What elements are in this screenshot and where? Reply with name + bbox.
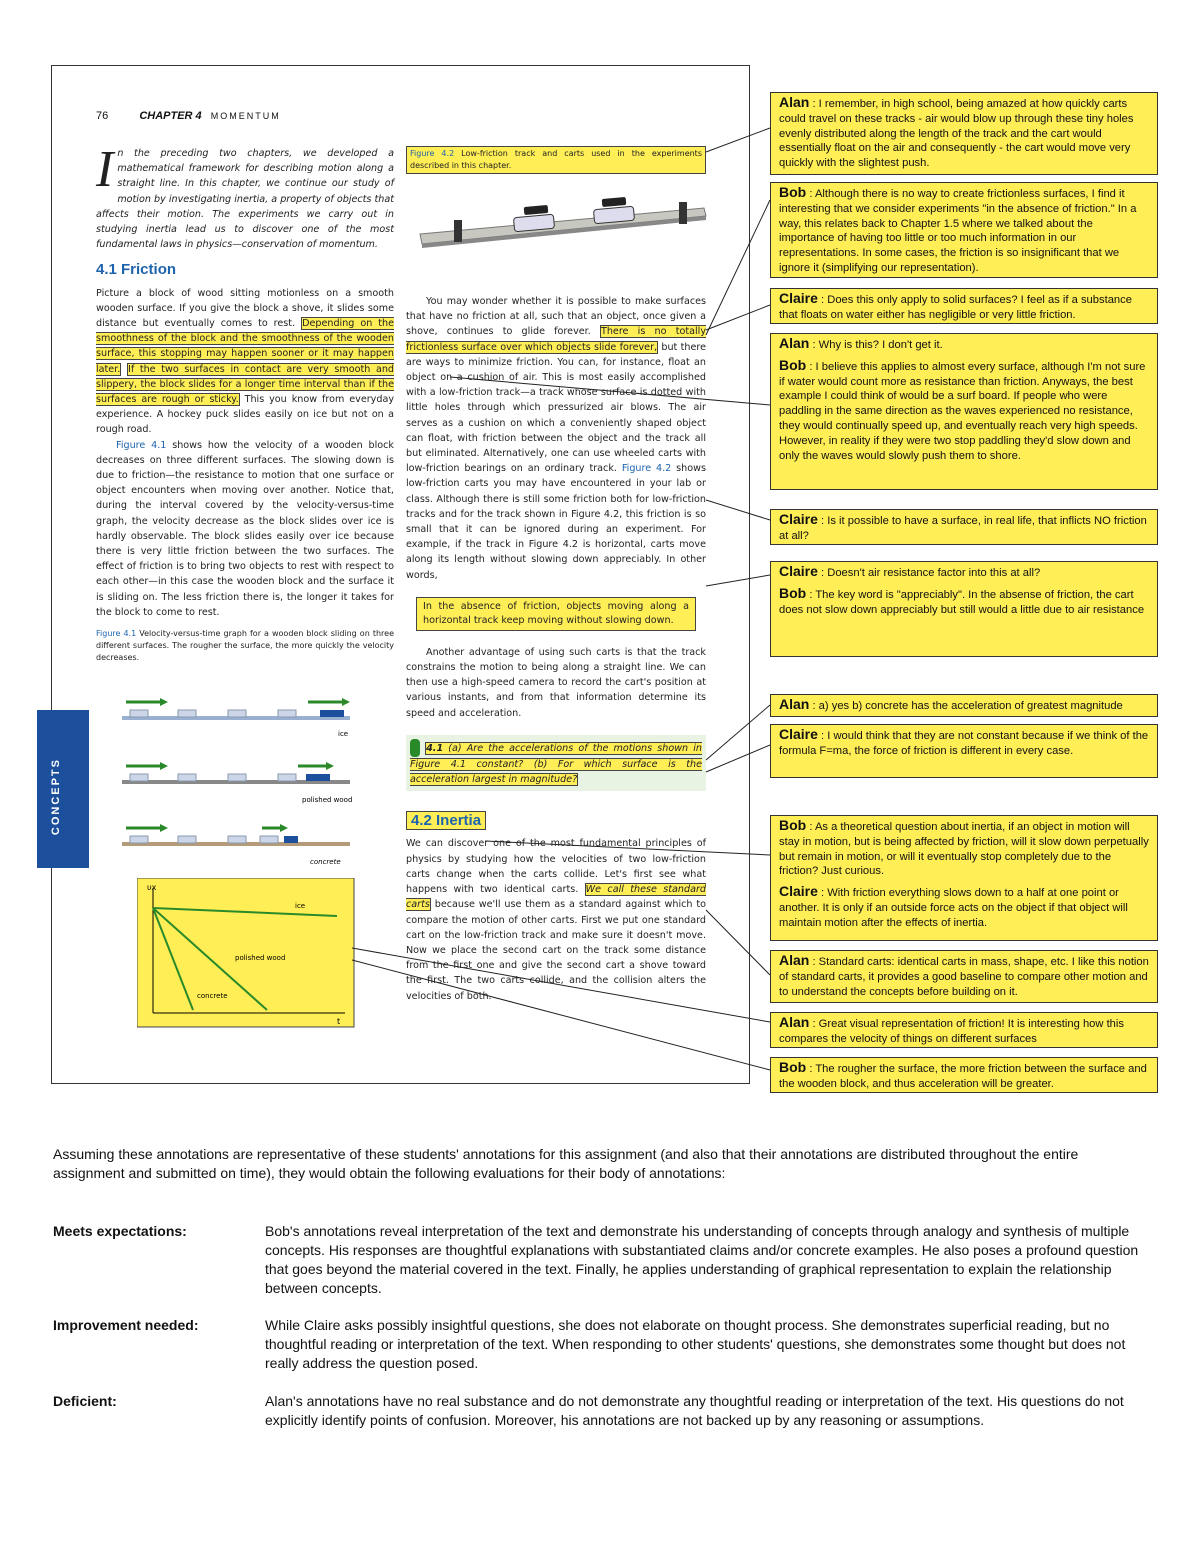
key-concept-callout[interactable]: In the absence of friction, objects moving along a horizontal track keep moving without slowing down. (416, 597, 696, 631)
concepts-tab: CONCEPTS (37, 710, 89, 868)
advantage-paragraph: Another advantage of using such carts is that the track constrains the motion to being along a straight line. We can then use a high-speed camera to record the cart's position at various instants, and from that information determine its speed and acceleration. (406, 646, 706, 719)
graph-y-label: υx (147, 883, 157, 892)
figure-4-2-ref[interactable]: Figure 4.2 (621, 463, 672, 475)
intro-paragraph: In the preceding two chapters, we developed a mathematical framework for describing motion along a straight line. In this chapter, we continue our study of motion by investigating inertia, a property of objects that affects their motion. The experiments we carry out in studying inertia lead us to discover one of the most fundamental laws in physics—conservation of momentum. (96, 141, 394, 251)
checkpoint-number: 4.1 (426, 742, 444, 754)
graph-label-ice: ice (295, 902, 306, 910)
track-label-concrete: concrete (310, 858, 341, 866)
graph-x-label: t (337, 1017, 341, 1026)
annotation-note[interactable]: Alan : Why is this? I don't get it. Bob : I believe this applies to almost every surface, although I'm not sure if water would count more as resistance than friction. Anyways, the best example I could think of would be a surf board. If people who were paddling in the same direction as the waves experienced no resistance, they would continually speed up, and eventually reach very high speeds. However, in reality if they were two stop paddling they'd slow down and only the waves would slowly push them to shore. (770, 333, 1158, 490)
friction-paragraph-1: Picture a block of wood sitting motionless on a smooth wooden surface. If you give the block a shove, it slides some distance but eventually comes to rest. Depending on the smoothness of the block and the smoothness of the wooden surface, this stopping may happen sooner or it may happen later. If the two surfaces in contact are very smooth and slippery, the block slides for a longer time interval than if the surfaces are rough or sticky. This you know from everyday experience. A hockey puck slides easily on ice but not on a rough road. (96, 287, 394, 436)
evaluation-label: Deficient: (53, 1393, 117, 1409)
checkpoint-question: (a) Are the accelerations of the motions shown in Figure 4.1 constant? (b) For which surface is the acceleration largest in magnitude? (410, 742, 702, 786)
section-heading-inertia[interactable]: 4.2 Inertia (406, 813, 706, 828)
annotation-note[interactable]: Bob : As a theoretical question about inertia, if an object in motion will stay in motion, but is being affected by friction, will it slow down perpetually but remain in motion, or will it eventually stop completely due to the friction? Just curious. Claire : With friction everything slows down to a half at one point or another. It is only if an outside force acts on the object if that object will maintain motion after the effects of inertia. (770, 815, 1158, 941)
annotation-note[interactable]: Alan : Great visual representation of friction! It is interesting how this compares the velocity of things on different surfaces (770, 1012, 1158, 1048)
track-label-wood: polished wood (302, 796, 353, 804)
inertia-paragraph: We can discover one of the most fundamental principles of physics by studying how the velocities of two low-friction carts change when the carts collide. Let's first see what happens with two identical carts. We call these standard carts because we'll use them as a standard against which to compare the motion of other carts. First we put one standard cart on the low-friction track and make sure it doesn't move. Now we place the second cart on the track some distance from the first one and give the second cart a shove toward the first. The two carts collide, and the collision alters the velocities of both. (406, 838, 706, 1002)
annotation-note[interactable]: Claire : Is it possible to have a surface, in real life, that inflicts NO friction at all? (770, 509, 1158, 545)
chapter-title: MOMENTUM (210, 111, 281, 121)
evaluation-intro: Assuming these annotations are representative of these students' annotations for this assignment (and also that their annotations are distributed throughout the entire assignment and submitted on time), they would obtain the following evaluations for their body of annotations: (53, 1146, 1079, 1181)
drop-cap: I (96, 141, 114, 198)
chapter-label: CHAPTER 4 (139, 110, 202, 122)
figure-ref[interactable]: Figure 4.1 (116, 439, 167, 451)
highlight-slippery[interactable]: If the two surfaces in contact are very smooth and slippery, the block slides for a longer time interval than if the surfaces are rough or sticky. (96, 363, 394, 406)
evaluation-row (53, 1222, 1153, 1302)
evaluation-label: Meets expectations: (53, 1223, 187, 1239)
annotation-note[interactable]: Alan : I remember, in high school, being amazed at how quickly carts could travel on these tracks - air would blow up through these tiny holes evenly distributed along the length of the track and the cart would essentially float on the air and consequently - the cart would move very quickly with the slightest push. (770, 92, 1158, 175)
graph-label-wood: polished wood (235, 954, 286, 962)
annotation-note[interactable]: Alan : a) yes b) concrete has the acceleration of greatest magnitude (770, 694, 1158, 717)
graph-label-concrete: concrete (197, 992, 228, 1000)
annotation-note[interactable]: Claire : Doesn't air resistance factor into this at all? Bob : The key word is "appreciably". In the absense of friction, the cart does not slow down appreciably but still would a little due to air resistance (770, 561, 1158, 657)
evaluation-row (53, 1392, 1153, 1452)
highlight-smoothness[interactable]: Depending on the smoothness of the block and the smoothness of the wooden surface, this stopping may happen sooner or it may happen later. (96, 318, 394, 375)
evaluation-label: Improvement needed: (53, 1317, 199, 1333)
annotation-note[interactable]: Alan : Standard carts: identical carts in mass, shape, etc. I like this notion of standard carts, it provides a good baseline to compare other motion and to understand the concepts before building on it. (770, 950, 1158, 1003)
annotation-note[interactable]: Bob : The rougher the surface, the more friction between the surface and the wooden block, and thus acceleration will be greater. (770, 1057, 1158, 1093)
figure-4-1-caption: Figure 4.1 Velocity-versus-time graph for a wooden block sliding on three different surfaces. The rougher the surface, the more quickly the velocity decreases. (96, 629, 394, 663)
figure-4-2-caption[interactable]: Figure 4.2 Low-friction track and carts used in the experiments described in this chapter. (406, 146, 706, 174)
annotation-note[interactable]: Claire : I would think that they are not constant because if we think of the formula F=ma, the force of friction is different in every case. (770, 724, 1158, 778)
page-number: 76 (96, 110, 109, 122)
highlight-no-frictionless[interactable]: There is no totally frictionless surface over which objects slide forever, (406, 326, 706, 353)
friction-paragraph-2: Figure 4.1 shows how the velocity of a wooden block decreases on three different surfaces. The slowing down is due to friction—the resistance to motion that one surface or object encounters when moving over another. Notice that, during the interval covered by the velocity-versus-time graph, the velocity decrease as the block slides over ice is hardly observable. The block slides easily over ice because there is very little friction between the two surfaces. The effect of friction is to bring two objects to rest with respect to each other—in this case the wooden block and the surface it is sliding on. The less friction there is, the longer it takes for the block to come to rest. (96, 439, 394, 618)
frictionless-paragraph: You may wonder whether it is possible to make surfaces that have no friction at all, such that an object, once given a shove, continues to glide forever. There is no totally frictionless surface over which objects slide forever, but there are ways to minimize friction. You can, for instance, float an object on a cushion of air. This is most easily accomplished with a low-friction track—a track whose surface is dotted with little holes through which pressurized air blows. The air serves as a cushion on which a conveniently shaped object can float, with friction between the object and the track all but eliminated. Alternatively, one can use wheeled carts with low-friction bearings on an ordinary track. Figure 4.2 shows low-friction carts you may have encountered in your lab or class. Although there is still some friction both for low-friction tracks and for the track shown in Figure 4.2, this friction is so small that it can be ignored during an experiment. For example, if the track in Figure 4.2 is horizontal, carts move along its length without slowing down appreciably. In other words, (406, 296, 706, 581)
highlight-standard-carts[interactable]: We call these standard carts (406, 884, 706, 911)
annotation-note[interactable]: Claire : Does this only apply to solid surfaces? I feel as if a substance that floats on water either has negligible or very little friction. (770, 288, 1158, 324)
evaluation-row (53, 1316, 1153, 1376)
evaluation-text: While Claire asks possibly insightful questions, she does not elaborate on thought process. She demonstrates superficial reading, but no thoughtful reading or interpretation of the text. When responding to other students' questions, she demonstrates some thought but does not really address the question posed. (265, 1317, 1126, 1371)
evaluation-text: Bob's annotations reveal interpretation of the text and demonstrate his understanding of concepts through analogy and synthesis of multiple concepts. His responses are thoughtful explanations with substantiated claims and/or concrete examples. He also poses a profound question that goes beyond the material covered in the text. Finally, he applies understanding of graphical representation to explain the relationship between concepts. (265, 1223, 1139, 1296)
track-label-ice: ice (338, 730, 349, 738)
annotation-note[interactable]: Bob : Although there is no way to create frictionless surfaces, I find it interesting that we consider experiments "in the absence of friction." In a way, this relates back to Chapter 1.5 where we talked about the importance of having too little or too much information in our representations. In some cases, the friction is so insignificant that we ignore it (simplifying our representation). (770, 182, 1158, 278)
section-heading-friction: 4.1 Friction (96, 261, 177, 279)
evaluation-text: Alan's annotations have no real substance and do not demonstrate any thoughtful reading or interpretation of the text. His questions do not explicitly identify points of confusion. Moreover, his annotations are not backed up by any reasoning or assumptions. (265, 1393, 1124, 1428)
